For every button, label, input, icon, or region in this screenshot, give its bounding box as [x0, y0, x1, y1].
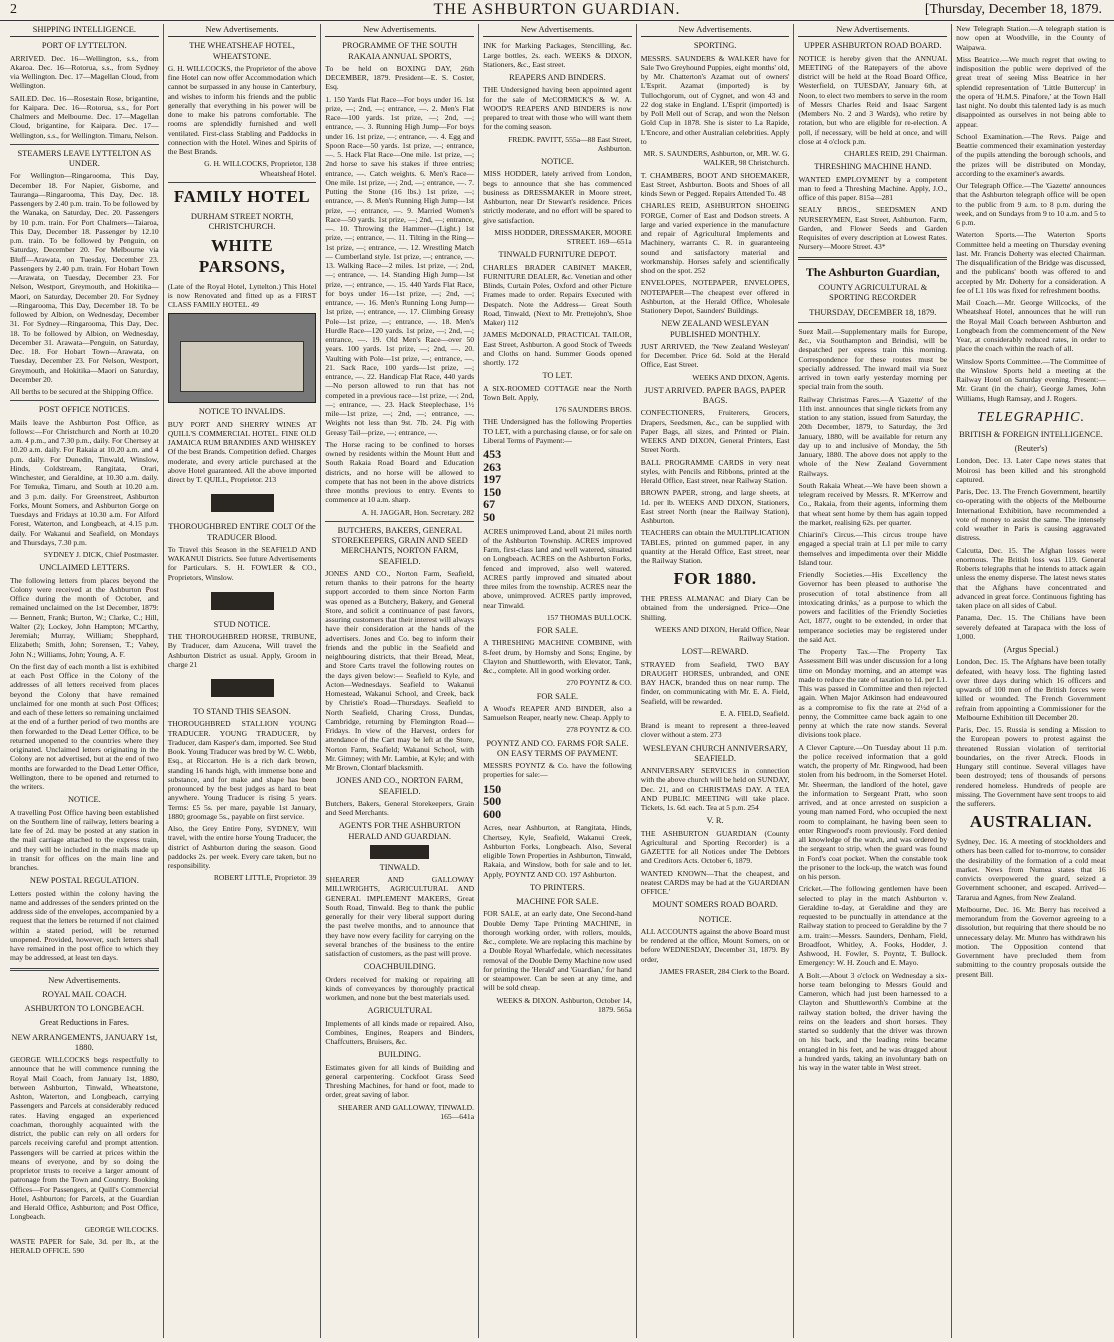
- heading: Great Reductions in Fares.: [39, 1018, 129, 1028]
- editorial-masthead: The Ashburton Guardian,: [805, 264, 940, 279]
- paragraph: 1. 150 Yards Flat Race—For boys under 16. 1st prize, —; 2nd, —; entrance, —. 2. Men's Flat Race—100 yards. 1st prize, —; 2nd, —; entrance, —. 3. Running High Jump—For boys under 16. 1st prize, —; entrance, —. 4. Egg and Spoon Race—50 yards. 1st prize, —; entrance, —. 5. Hack Flat Race—One mile. 1st prize, —; 2nd horse to save his stakes if three entries; entrance, —. Catch weights. 6. Men's Race—One mile. 1st prize, —; 2nd, —; entrance, —. 7. Putting the Stone (16 lbs.) 1st prize, —; entrance, —. 8. Men's Running High Jump—1st prize, —; entrance, —. 9. Married Women's Race—50 yards. 1st prize, —; 2nd, —; entrance, —. 10. Throwing the Hammer—(Light.) 1st prize, —; entrance, —. 11. Tilting in the Ring—1st prize, —; entrance, —. 12. Wrestling Match — Cumberland style. 1st prize, —; entrance, —. 13. Walking Race—2 miles. 1st prize, —; 2nd, —; entrance, —. 14. Standing High Jump—1st prize, —; entrance, —. 15. 440 Yards Flat Race, for boys under 16—1st prize, —; 2nd, —; entrance, —. 16. Men's Running Long Jump—1st prize, —; entrance, —. 17. Climbing Greasy Pole—1st prize, —; entrance, —. 18. Men's Hurdle Race—120 yards. 1st prize, —; 2nd, —; entrance, —. 19. Old Men's Race—over 50 years. 100 yards. 1st prize, —; 2nd, —. 20. Vaulting with Pole—1st prize, —; entrance, —. 21. Sack Race, 100 yards—1st prize, —; entrance, —. 22. Handicap Flat Race, 440 yards—No person allowed to run that has not competed in a previous race—1st prize, —; 2nd, —; entrance, —. 23. Hack Steeplechase, 1½ mile—1st prize, —; 2nd, —; entrance, —. Weights not less than 9st. 7lb. 24. Pig with Greasy Tail—prize, —; entrance, —.: [325, 94, 475, 437]
- horse-engraving: [197, 488, 286, 518]
- heading: ROYAL MAIL COACH.: [42, 989, 127, 999]
- heading: BRITISH & FOREIGN INTELLIGENCE.: [959, 429, 1103, 439]
- signature: CHARLES REID, 291 Chairman.: [843, 149, 948, 159]
- paragraph: JUST ARRIVED, the 'New Zealand Wesleyan' for December. Price 6d. Sold at the Herald Office, East Street.: [640, 341, 790, 370]
- paragraph: Friendly Societies.—His Excellency the Governor has been pleased to authorise 'the prosecution of total abstinence from all intoxicating drinks,' as a purpose to which the powers and facilities of the Friendly Societies Act, 1877, ought to be extended, in order that temperance societies may be registered under the said Act.: [798, 570, 948, 644]
- paragraph: Paris, Dec. 13. The French Government, heartily co-operating with the objects of the Melbourne International Exhibition, have recommended a vote of money to assist the same. The intensely cold weather in Paris is causing aggravated distress.: [956, 487, 1106, 543]
- horse-engraving: [197, 673, 286, 703]
- paragraph: London, Dec. 15. The Afghans have been totally defeated, with heavy loss. The fighting lasted over three days during which 16 officers and upwards of 100 men of the British forces were killed or wounded. The French Government refrain from appointing a Commissioner for the Melbourne Exhibition till December 20.: [956, 657, 1106, 722]
- acreage-figure: 263: [483, 459, 502, 474]
- heading: FOR SALE.: [536, 691, 579, 701]
- heading: BUTCHERS, BAKERS, GENERAL STOREKEEPERS, GRAIN AND SEED MERCHANTS, NORTON FARM, SEAFIELD.: [331, 525, 468, 566]
- page-number: 2: [10, 2, 17, 17]
- paragraph: Paris, Dec. 15. Russia is sending a Mission to the European powers to protest against the threatened Russian violation of territorial boundaries, on the river Atreck. Floods in Hungary still continue. Several villages have been destroyed; tens of thousands of persons rendered homeless. Hundreds of people are missing. The Government have sent troops to aid the sufferers.: [956, 725, 1106, 809]
- heading: BUILDING.: [378, 1050, 421, 1060]
- paragraph: Brand is meant to represent a three-leaved clover without a stem. 273: [640, 721, 790, 740]
- paragraph: School Examination.—The Revs. Paige and Beattie commenced their examination yesterday of the pupils attending the borough schools, and the prizes will be distributed on Monday, according to the examiner's awards.: [956, 131, 1106, 178]
- paragraph: Railway Christmas Fares.—A 'Gazette' of the 11th inst. announces that single tickets from any station to any station, issued from Saturday, the 20th December, 1879, to Saturday, the 3rd January, 1880, will be available for return any day up to and inclusive of Monday, the 5th January, 1880. The above does not apply to the whole of the New Zealand Government Railways.: [798, 394, 948, 478]
- signature: WEEKS AND DIXON, Agents.: [692, 372, 790, 382]
- paragraph: Cricket.—The following gentlemen have been selected to play in the match Ashburton v. Geraldine to-day, at Geraldine and they are requested to be punctually in attendance at the Railway station to proceed to Geraldine by the 7 a.m. train:—Messrs. Saunders, Denham, Field, Broadfoot, Whitley, A. Fooks, Hodder, J. Ashwood, H. Fowler, S. Poyntz, T. Bullock. Emergency: W. H. Zouch and E. Mayo.: [798, 884, 948, 968]
- paragraph: Mail Coach.—Mr. George Willcocks, of the Wheatsheaf Hotel, announces that he will run the Royal Mail Coach between Ashburton and Longbeach from the commencement of the New Year, at considerably reduced rates, in order to place the coach within the reach of all.: [956, 298, 1106, 354]
- paragraph: A Clever Capture.—On Tuesday about 11 p.m. the police received information that a gold watch, the property of Mr. Ringwood, had been stolen from his bedroom, in the Somerset Hotel. Mr. Sheerman, the landlord of the hotel, gave the information to Sergeant Pratt, who soon arrived, and at once arrested on suspicion a young man named Ford, who occupied the next room to complainant, he having been seen to enter Ringwood's room previously. Ford denied all knowledge of the watch, and was ordered by the sergeant to strip, when the guard was found in Ford's coat pocket. When the constable took the prisoner to the lock-up, the watch was found on his person.: [798, 742, 948, 882]
- heading: COUNTY AGRICULTURAL & SPORTING RECORDER: [818, 283, 928, 303]
- section-heading: New Advertisements.: [641, 24, 790, 37]
- paragraph: CHARLES REID, ASHBURTON SHOEING FORGE, Corner of East and Dodson streets. A large and varied experience in the manufacture and repair of Agricultural Implements and Machinery, warrants C. R. in guaranteeing sound and satisfactory material and workmanship. Horses safely and scientifically shod on the spot. 252: [640, 201, 790, 276]
- divider: [798, 257, 947, 260]
- display-heading: AUSTRALIAN.: [969, 812, 1093, 832]
- paragraph: FOR SALE, at an early date, One Second-hand Double Demy Tape Printing MACHINE, in thorough working order, with rollers, moulds, &c., complete. We are replacing this machine by a Double Royal Wharfedale, which necessitates removal of the Double Demy Machine now used for printing the 'Herald' and 'Guardian,' for hand or steampower. Can be seen at any time, and will be sold cheap.: [483, 909, 632, 993]
- signature: SYDNEY J. DICK, Chief Postmaster.: [43, 550, 159, 560]
- column-1: [6, 24, 164, 1338]
- heading: NOTICE.: [67, 795, 101, 805]
- signature: MR. S. SAUNDERS, Ashburton, or, MR. W. G. WALKER, 98 Christchurch.: [643, 149, 790, 168]
- paragraph: ANNIVERSARY SERVICES in connection with the above church will be held on SUNDAY, Dec. 21, and on CHRISTMAS DAY. A TEA AND PUBLIC MEETING will take place. Tickets, 1s. 6d. each. Tea at 5 p.m. 254: [640, 766, 790, 813]
- display-heading: WHITE PARSONS,: [198, 236, 286, 276]
- heading: New Advertisements.: [48, 975, 121, 985]
- display-heading: FAMILY HOTEL: [173, 186, 311, 206]
- paragraph: Miss Beatrice.—We much regret that owing to indisposition the public were deprived of the great treat of seeing Miss Beatrice in her splendid representation of 'Little Buttercup' in the opera of 'H.M.S. Pinafore,' at the Town Hall last night. No doubt this talented lady is as much disappointed as ourselves in not being able to appear.: [956, 54, 1106, 129]
- paragraph: MESSRS. SAUNDERS & WALKER have for Sale Two Greyhound Puppies, eight months' old, by Mr. Chatterton's Azamat out of owners' L'Esprit. Azamat (imported) is by Tullochgorum, out of Cygnet, and won 43 and 22 dog stake in England. L'Esprit (imported) is by Poll Mell out of Scrap, and won the Nelson Gold Cup in 1878. She is sister to La Rapide, L'Encore, and other Australian celebrities. Apply to: [640, 53, 790, 146]
- heading: NEW ARRANGEMENTS, JANUARY 1st, 1880.: [11, 1032, 158, 1052]
- signature: GEORGE WILCOCKS.: [84, 1224, 159, 1234]
- paragraph: Mails leave the Ashburton Post Office, as follows:—For Christchurch and North at 10.20 a.m. 4 p.m., and 7.30 p.m., daily. For Chertsey at 10.20 a.m. daily. For Rakaia at 10.20 a.m. and 4 p.m. daily. For Dunedin, Tinwald, Winslow, Hinds, Coldstream, Rangitata, Orari, Winchester, and Geraldine, at 10.30 a.m. daily. For Temuka, Timaru, and South at 10.20 a.m. and 3 p.m. daily. For Greenstreet, Ashburton Forks, Mount Somers, and Ashburton Gorge on Tuesdays and Fridays at 10.30 a.m. For Alford Forest, Waterton, and Longbeach, at 4.15 p.m. daily. For Wakanui and Seafield, on Mondays and Thursdays, 7.30 p.m.: [10, 417, 159, 547]
- paragraph: To Travel this Season in the SEAFIELD AND WAKANUI Districts. See future Advertisements for Particulars. S. H. FOWLER & CO., Proprietors, Winslow.: [167, 544, 317, 582]
- acreage-figures: [483, 783, 632, 821]
- heading: DURHAM STREET NORTH, CHRISTCHURCH.: [190, 211, 294, 231]
- paragraph: TEACHERS can obtain the MULTIPLICATION TABLES, printed on gummed paper, in any quantity at the Herald Office, East street, near the Railway Station.: [640, 528, 790, 566]
- paragraph: WANTED KNOWN—That the cheapest, and neatest CARDS may be had at the 'GUARDIAN OFFICE.': [640, 868, 790, 897]
- acreage-figure: 500: [483, 794, 502, 809]
- heading: FOR SALE.: [536, 626, 579, 636]
- paragraph: Butchers, Bakers, General Storekeepers, Grain and Seed Merchants.: [325, 798, 475, 818]
- section-heading: New Advertisements.: [168, 24, 317, 37]
- paragraph: JAMES McDONALD, PRACTICAL TAILOR, East Street, Ashburton. A good Stock of Tweeds and Cloths on hand. Summer Goods opened shortly. 172: [483, 330, 632, 368]
- paragraph: MISS HODDER, lately arrived from London, begs to announce that she has commenced business as DRESSMAKER in Moore street, Ashburton, near Dr Stewart's residence. Prices strictly moderate, and no effort will be spared to give satisfaction.: [483, 169, 632, 225]
- heading: WESLEYAN CHURCH ANNIVERSARY, SEAFIELD.: [642, 743, 788, 763]
- heading: MOUNT SOMERS ROAD BOARD.: [652, 900, 778, 910]
- heading: (Reuter's): [1014, 444, 1048, 454]
- column-5: [637, 24, 795, 1338]
- paragraph: WASTE PAPER for Sale, 3d. per lb., at the HERALD OFFICE. 590: [10, 1236, 159, 1256]
- section-heading: New Advertisements.: [483, 24, 632, 37]
- paragraph: Winslow Sports Committee.—The Committee of the Winslow Sports held a meeting at the Railway Hotel on Saturday evening. Present:—Mr. Grant (in the chair), George James, John Williams, Hugh Ramsay, and J. Rogers.: [956, 356, 1106, 403]
- acreage-figure: 453: [483, 447, 502, 462]
- paragraph: A travelling Post Office having been established on the Southern line of railway, letters bearing a late fee of 2d. may be posted at any station in the mail carriage attached to the express train, and they will be included in the mails made up in transit for offices on the main line and branches.: [10, 807, 159, 873]
- paragraph: The Property Tax.—The Property Tax Assessment Bill was under discussion for a long time on Monday morning, and an attempt was made to reduce the rate of taxation to 1d. per L1. This was passed in Committee and then rejected again. When Major Atkinson had endeavoured as a compromise to fix the rate at 2½d of a penny, the Committee came back again to one penny at which the rate now stands. Several divisions took place.: [798, 647, 948, 740]
- paragraph: The Horse racing to be confined to horses owned by residents within the Mount Hutt and South Rakaia Road Board and Education districts, and no horse will be allowed to compete that has not been in the above districts three months previous to entry. Events to commence at 10 a.m. sharp.: [325, 439, 475, 505]
- paragraph: BROWN PAPER, strong, and large sheets, at 1d. per lb. WEEKS AND DIXON, Stationers, East street North (near the Railway Station), Ashburton.: [640, 488, 790, 526]
- paragraph: SAILED. Dec. 16—Rosestain Rose, brigantine, for Kaipara. Dec. 16—Rotorua, s.s., for Port Chalmers and Melbourne. Dec. 17—Magellan Cloud, brigantine, for Kaipara. Dec. 17—Wellington, s.s., for Wellington. Timaru, Nelson.: [10, 93, 159, 140]
- signature: 176 SAUNDERS BROS.: [554, 405, 632, 415]
- acreage-figure: 150: [483, 484, 502, 499]
- paragraph: CONFECTIONERS, Fruiterers, Grocers, Drapers, Seedsmen, &c., can be supplied with Paper Bags, all sizes, and Printed or Plain. WEEKS AND DIXON, General Printers, East Street North.: [640, 408, 790, 455]
- signature: A. H. JAGGAR, Hon. Secretary. 282: [361, 507, 475, 517]
- heading: AGRICULTURAL: [367, 1006, 432, 1016]
- paragraph: MESSRS POYNTZ & Co. have the following properties for sale:—: [483, 761, 632, 780]
- heading: NEW ZEALAND WESLEYAN PUBLISHED MONTHLY.: [661, 319, 769, 339]
- paragraph: WANTED EMPLOYMENT by a competent man to feed a Threshing Machine. Apply, J.O., office of this paper. 815a—281: [798, 174, 948, 203]
- heading: SPORTING.: [693, 41, 737, 51]
- paragraph: Panama, Dec. 15. The Chilians have been severely defeated at Tarapaca with the loss of 1,000.: [956, 613, 1106, 641]
- acreage-figure: 600: [483, 806, 502, 821]
- heading: STEAMERS LEAVE LYTTELTON AS UNDER.: [17, 148, 152, 169]
- signature: JAMES FRASER, 284 Clerk to the Board.: [659, 966, 790, 976]
- heading: MACHINE FOR SALE.: [516, 897, 599, 907]
- heading: LOST—REWARD.: [681, 647, 749, 657]
- paragraph: A Bolt.—About 3 o'clock on Wednesday a six-horse team belonging to Messrs Gould and Cameron, which had just been harnessed to a Clayton and Shuttleworth's Combine at the railway station bolted, the driver having the reins on the leaders and short horses. They started so suddenly that the driver was thrown on his back, and the leading reins became entangled in his feet, and he was dragged about a hundred yards, taking an involuntary bath on his way in the water table in West street.: [798, 970, 948, 1073]
- newspaper-title: THE ASHBURTON GUARDIAN.: [433, 1, 681, 18]
- heading: THURSDAY, DECEMBER 18, 1879.: [809, 307, 937, 317]
- paragraph: NOTICE is hereby given that the ANNUAL MEETING of the Ratepayers of the above district will be held at the Road Board Office, Westerfield, on TUESDAY, January 6th, at Noon, to elect two members to serve in the room of Messrs Charles Reid and Isaac Sargent (Members No. 2 and 3 Wards), who retire by rotation, but who are eligible for re-election. A poll, if necessary, will be held at once, and will close at 4 o'clock p.m.: [798, 53, 948, 146]
- signature: FREDK. PAVITT, 555a—88 East Street, Ashburton.: [508, 134, 632, 153]
- acreage-figure: 67: [483, 497, 496, 512]
- paragraph: ALL ACCOUNTS against the above Board must be rendered at the office, Mount Somers, on or before WEDNESDAY, December 31, 1879. By order,: [640, 926, 790, 964]
- column-7: [952, 24, 1110, 1338]
- paragraph: CHARLES BRADER CABINET MAKER, FURNITURE DEALER, &c. Venetian and other Blinds, Curtain Poles, Oxford and other Picture Frames made to order. Repairs Executed with Despatch. Note the Address— Great South Road, Tinwald, (Next to Mr. Prettejohn's, Shoe Maker) 112: [483, 262, 632, 328]
- paragraph: Melbourne, Dec. 16. Mr. Berry has received a memorandum from the Governor agreeing to a dissolution, but requiring that there should be no unnecessary delay. Mr. Munro has withdrawn his motion. The Opposition contend that Government have precluded them from submitting to the country proposals outside the present Bill.: [956, 904, 1106, 979]
- paragraph: THE Undersigned having been appointed agent for the sale of McCORMICK'S & W. A. WOOD'S REAPERS AND BINDERS is now prepared to treat with those who will want them for the coming season.: [483, 85, 632, 132]
- heading: UNCLAIMED LETTERS.: [39, 563, 130, 573]
- heading: V. R.: [706, 816, 724, 826]
- horse-engraving: [197, 586, 286, 616]
- signature: WEEKS AND DIXON, Herald Office, Near Railway Station.: [654, 624, 790, 644]
- divider: [798, 322, 947, 323]
- heading: JONES AND CO., NORTON FARM, SEAFIELD.: [336, 776, 463, 796]
- section-heading: New Advertisements.: [798, 24, 947, 37]
- paragraph: On the first day of each month a list is exhibited at each Post Office in the Colony of the addresses of all letters received from places beyond the Colony that have remained unclaimed for one month at such Post Offices; and each of these letters so remaining unclaimed at the end of a further period of two months are then forwarded to the Dead Letter Office, to be returned unopened to the countries where they originated. Unclaimed letters originating in the Colony are not advertised, but at the end of two months are forwarded to the Dead Letter Office, Wellington, there to be opened and returned to the writers.: [10, 661, 159, 792]
- paragraph: THE THOROUGHBRED HORSE, TRIBUNE, By Traducer, dam Azucena, Will travel the Ashburton District as usual. Apply, Groom in charge 21: [167, 632, 317, 669]
- paragraph: South Rakaia Wheat.—We have been shown a telegram received by Messrs. R. M'Kerrow and Co., Rakaia, from their agents, informing them that wheat sent home by them has again topped the market, realising 62s. per quarter.: [798, 480, 948, 527]
- column-3: [321, 24, 479, 1338]
- paragraph: ENVELOPES, NOTEPAPER, ENVELOPES, NOTEPAPER—The cheapest ever offered in Ashburton, at the Herald Office, Wholesale Stationery Depot, Saunders' Buildings.: [640, 278, 790, 316]
- heading: THOROUGHBRED ENTIRE COLT Of the TRADUCER Blood.: [168, 522, 316, 542]
- heading: THE WHEATSHEAF HOTEL, WHEATSTONE.: [189, 41, 295, 61]
- paragraph: Letters posted within the colony having the name and addresses of the senders printed on the address side of the envelopes, accompanied by a request that the letters be returned if not claimed within a stated period, will be returned unopened. Provided, however, such letters shall have remained in the post office to which they may be addressed, at least ten days.: [10, 888, 159, 963]
- paragraph: The following letters from places beyond the Colony were received at the Ashburton Post Office during the month of October, and remained unclaimed on the 1st December, 1879:— Bennett, Frank; Burton, W.; Clarke, C.; Hill, Walter (2); Lockey, John Hampton; M'Carthy, Jeremiah; Murray, William; Shepphard, Elizabeth; Smith, John; Sorensen, T.; Vahey, John N.; Williams, John; Young, A. F.: [10, 575, 159, 659]
- paragraph: THE PRESS ALMANAC and Diary Can be obtained from the undersigned. Price—One Shilling.: [640, 594, 790, 622]
- carriage-engraving: [370, 845, 429, 859]
- paragraph: To be held on BOXING DAY, 26th DECEMBER, 1879. President—E. S. Coster, Esq.: [325, 63, 475, 92]
- masthead: [0, 0, 1114, 21]
- signature: 278 POYNTZ & CO.: [566, 725, 632, 735]
- hotel-engraving: [168, 313, 317, 403]
- heading: COACHBUILDING.: [363, 962, 436, 972]
- paragraph: SHEARER AND GALLOWAY MILLWRIGHTS, AGRICULTURAL AND GENERAL IMPLEMENT MAKERS, Great South Road, Tinwald. Beg to thank the public generally for their very liberal support during the past twelve months, and to announce that they have now every facility for carrying on the several branches of the business to the entire satisfaction of customers, as the past will prove.: [325, 875, 475, 959]
- telegraphic-heading: TELEGRAPHIC.: [976, 409, 1085, 425]
- paragraph: INK for Marking Packages, Stencilling, &c. Large bottles, 2s. each. WEEKS & DIXON, Stationers, &c., East street.: [483, 41, 632, 69]
- paragraph: SEALY BROS., SEEDSMEN AND NURSERYMEN, East Street, Ashburton. Farm, Garden, and Flower Seeds and Garden Requisites of every description at Lowest Rates. Nursery—Moore Street. 43*: [798, 205, 948, 252]
- paragraph: Estimates given for all kinds of Building and general carpentering. Cockfoot Grass Seed Threshing Machines, for hand or foot, made to order, great saving of labor.: [325, 1062, 475, 1100]
- signature: SHEARER AND GALLOWAY, TINWALD. 165—641a: [338, 1102, 475, 1121]
- divider: [10, 400, 159, 401]
- heading: NEW POSTAL REGULATION.: [29, 876, 139, 886]
- paragraph: New Telegraph Station.—A telegraph station is now open at Woodville, in the County of Waipawa.: [956, 24, 1106, 52]
- heading: NOTICE.: [541, 157, 574, 167]
- heading: ASHBURTON TO LONGBEACH.: [24, 1004, 144, 1014]
- paragraph: Also, the Grey Entire Pony, SYDNEY, Will travel, with the entire horse Young Traducer, the district of Ashburton during the season. Good paddocks 2s. per week. Every care taken, but no responsibility.: [167, 824, 317, 871]
- divider: [10, 144, 159, 145]
- paragraph: Orders received for making or repairing all kinds of conveyances by thoroughly practical workmen, and none but the best materials used.: [325, 974, 475, 1003]
- acreage-figures: [483, 448, 632, 524]
- paragraph: THE Undersigned has the following Properties TO LET, with a purchasing clause, or for sale on Liberal Terms of Payment:—: [483, 417, 632, 445]
- heading: NOTICE.: [698, 914, 732, 924]
- signature: G. H. WILLCOCKS, Proprietor, 138 Wheatsheaf Hotel.: [204, 159, 317, 178]
- paragraph: (Late of the Royal Hotel, Lyttelton.) This Hotel is now Renovated and fitted up as a FIRST CLASS FAMILY HOTEL. 49: [167, 281, 317, 310]
- paragraph: G. H. WILLCOCKS, the Proprietor of the above fine Hotel can now offer Accommodation which cannot be surpassed in any house in Canterbury, and wishes to inform his friends and the public generally that everything in his power will be done to make his patrons comfortable. The rooms are splendidly furnished and well ventilated. First-class Stabling and Paddocks in connection with the Hotel. Wines and Spirits of the Best Brands.: [167, 63, 317, 157]
- heading: REAPERS AND BINDERS.: [509, 73, 606, 83]
- heading: TO LET.: [542, 371, 573, 381]
- signature: 157 THOMAS BULLOCK.: [546, 612, 632, 622]
- paragraph: THOROUGHBRED STALLION YOUNG TRADUCER. YOUNG TRADUCER, by Traducer, dam Kasper's dam, imported. See Stud Book. Young Traducer was bred by W. C. Webb, Esq., at Riccarton. He is a rich dark brown, standing 16 hands high, with immense bone and substance, and for make and shape has been pronounced by the best judges as hard to beat anywhere. Young Traducer is rising 5 years. Terms: £5 5s. per mare, payable 1st January, 1880; groomage 5s., payable on first service.: [167, 719, 317, 821]
- heading: PORT OF LYTTELTON.: [41, 41, 127, 51]
- heading: POST OFFICE NOTICES.: [38, 405, 130, 415]
- issue-date: [Thursday, December 18, 1879.: [924, 2, 1102, 17]
- signature: E. A. FIELD, Seafield.: [720, 708, 790, 718]
- divider: [10, 968, 159, 971]
- heading: AGENTS FOR THE ASHBURTON HERALD AND GUARDIAN.: [338, 821, 461, 841]
- divider: [168, 182, 317, 183]
- heading: UPPER ASHBURTON ROAD BOARD.: [804, 41, 942, 51]
- paragraph: Chiarini's Circus.—This circus troupe have engaged a special train at L1 per mile to carry themselves and impedimenta over their Middle Island tour.: [798, 530, 948, 567]
- heading: TO STAND THIS SEASON.: [193, 707, 291, 717]
- heading: TO PRINTERS.: [530, 882, 585, 892]
- paragraph: A SIX-ROOMED COTTAGE near the North Town Belt. Apply,: [483, 383, 632, 402]
- acreage-figure: 50: [483, 510, 496, 525]
- heading: NOTICE TO INVALIDS.: [198, 407, 286, 417]
- paragraph: Our Telegraph Office.—The 'Gazette' announces that the Ashburton telegraph office will be open to the public from 9 a.m. to 8 p.m. during the week, and on Sundays from 9 to 10 a.m. and 5 to 6 p.m.: [956, 181, 1106, 227]
- signature: ROBERT LITTLE, Proprietor. 39: [213, 873, 317, 883]
- heading: THRESHING MACHINE HAND.: [814, 162, 932, 172]
- heading: STUD NOTICE.: [213, 619, 271, 629]
- paragraph: Sydney, Dec. 16. A meeting of stockholders and others has been called for to-morrow, to consider the desirability of the formation of a cold meat market. News from Numea states that 16 convicts overpowered the guard, seized a Government schooner, and escaped. Arrived—Tararua and Agnes, from New Zealand.: [956, 837, 1106, 902]
- signature: 270 POYNTZ & CO.: [566, 678, 632, 688]
- section-heading: SHIPPING INTELLIGENCE.: [10, 24, 159, 37]
- paragraph: Suez Mail.—Supplementary mails for Europe, &c., via Southampton and Brindisi, will be despatched per express train this morning. Correspondence for these routes must be specially addressed. The inward mail via Suez arrived in town early yesterday morning per special train from the south.: [798, 326, 948, 392]
- acreage-figure: 150: [483, 781, 502, 796]
- paragraph: A THRESHING MACHINE COMBINE, with 8-feet drum, by Hornsby and Sons; Engine, by Clayton and Shuttleworth, with Elevator, Tank, &c., complete. All in good working order.: [483, 638, 632, 676]
- heading: JUST ARRIVED. PAPER BAGS, PAPER BAGS.: [644, 385, 786, 406]
- section-heading: New Advertisements.: [325, 24, 474, 37]
- columns: [6, 24, 1110, 1338]
- paragraph: Waterton Sports.—The Waterton Sports Committee held a meeting on Thursday evening last. Mr. Francis Doherty was elected Chairman. The disqualification of the Bridge was discussed, and the publicans' booth was offered to and accepted by Mr. Doherty for a consideration. A fee of L1 10s was fixed for refreshment booths.: [956, 230, 1106, 295]
- column-2: [164, 24, 322, 1338]
- paragraph: Calcutta, Dec. 15. The Afghan losses were enormous. The British loss was 119. General Roberts telegraphs that he intends to attack again unless the enemy disperse. The latest news states that the Afghans have concentrated and advanced in great force. Continuous fighting has taken place on all sides of Cabul.: [956, 545, 1106, 611]
- paragraph: T. CHAMBERS, BOOT AND SHOEMAKER, East Street, Ashburton. Boots and Shoes of all kinds Sewn or Pegged. Repairs Attended To. 48: [640, 170, 790, 199]
- divider: [325, 521, 474, 522]
- heading: PROGRAMME OF THE SOUTH RAKAIA ANNUAL SPORTS,: [342, 41, 458, 61]
- paragraph: GEORGE WILLCOCKS begs respectfully to announce that he will commence running the Royal Mail Coach, from January 1st, 1880, between Ashburton, Tinwald, Wheatstone, Ashton, Waterton, and Longbeach, carrying Passengers and Parcels at considerably reduced rates. Having engaged an experienced coachman, thoroughly acquainted with the district, the public can rely on all orders for parcels receiving careful and prompt attention. Passengers will be carried at prices within the means of everyone, and by so doing the proprietor trusts to receive a larger amount of patronage from the Town and Country. Booking Offices—For Passengers, at Quill's Commercial Hotel, Ashburton; for Parcels, at the Guardian and Herald Office, Ashburton; and Post Office, Longbeach.: [10, 1055, 159, 1222]
- heading: TINWALD FURNITURE DEPOT.: [498, 250, 617, 260]
- paragraph: ACRES unimproved Land, about 21 miles north of the Ashburton Township. ACRES improved Farm, first-class land and well watered, situated on Longbeach. ACRES on the Ashburton Forks, fenced and improved, also well watered. ACRES partly improved and situated about three miles from the township. ACRES near the above, unimproved. ACRES partly improved, near Tinwald.: [483, 526, 632, 610]
- signature: MISS HODDER, DRESSMAKER, MOORE STREET. 169—651a: [494, 227, 632, 247]
- signature: WEEKS & DIXON. Ashburton, October 14, 1879. 565a: [496, 995, 632, 1014]
- paragraph: Implements of all kinds made or repaired. Also, Combines, Engines, Reapers and Binders, Chaffcutters, Bruisers, &c.: [325, 1018, 475, 1047]
- paragraph: ARRIVED. Dec. 16—Wellington, s.s., from Akaroa. Dec. 16—Rotorua, s.s., from Sydney via Wellington. Dec. 17—Magellan Cloud, from Wellington.: [10, 53, 159, 91]
- heading: (Argus Special.): [1003, 645, 1059, 655]
- paragraph: A Wood's REAPER AND BINDER, also a Samuelson Reaper, nearly new. Cheap. Apply to: [483, 703, 632, 723]
- display-heading: FOR 1880.: [673, 569, 757, 589]
- heading: TINWALD.: [379, 862, 420, 872]
- column-4: [479, 24, 637, 1338]
- paragraph: BALL PROGRAMME CARDS in very neat styles, with Pencils and Ribbons, printed at the Herald Office, East street, near Railway Station.: [640, 457, 790, 486]
- paragraph: All berths to be secured at the Shipping Office.: [10, 387, 154, 397]
- paragraph: For Wellington—Ringarooma, This Day, December 18. For Napier, Gisborne, and Tauranga—Ringarooma, This Day, Dec. 18. Passengers by 2.40 p.m. train. To be followed by the Wanaka, on Saturday, Dec. 20. Passengers by 10 p.m. train. For Port Chalmers—Taiaroa, This Day, December 18. Passenger by 12.10 p.m. train. To be followed by Penguin, on Saturday, December 20. For Melbourne via Bluff—Arawata, on Tuesday, December 23. Passengers by 2.40 p.m. train. For Hobart Town—Arawata, on Tuesday, December 23. For Nelson, Westport, Greymouth, and Hokitika—Maori, on Saturday, December 20. For Sydney—Ringarooma, This Day, December 18. To be followed by Albion, on Wednesday, December 31. For Sydney—Ringarooma, This Day, Dec. 18. To be followed by Albion, on Wednesday, December 31. Arawata—Penguin, on Saturday, Dec. 18. For Hobart Town—Arawata, on Tuesday, December 23. For Nelson, Westport, Greymouth, and Hokitika—Maori on Saturday, December 20.: [10, 171, 159, 384]
- paragraph: BUY PORT AND SHERRY WINES AT QUILL'S COMMERCIAL HOTEL. FINE OLD JAMAICA RUM BRANDIES AND WHISKEY Of the best Brands. Competition defied. Charges moderate, and every article purchased at the above Hotel guaranteed. All the above imported direct by T. QUILL, Proprietor. 213: [167, 419, 317, 485]
- paragraph: THE ASHBURTON GUARDIAN (County Agricultural and Sporting Recorder) is a GAZETTE for all Notices under The Debtors and Creditors Acts. October 6, 1879.: [640, 828, 790, 866]
- paragraph: London, Dec. 13. Later Cape news states that Moirosi has been killed and his stronghold captured.: [956, 456, 1106, 484]
- paragraph: JONES AND CO., Norton Farm, Seafield, return thanks to their patrons for the hearty support accorded to them since Norton Farm was opened as a Butchery, Bakery, and General Store, and solicit a continuance of past favors, assuring customers that their interest will always have their consideration at the hands of the advertisers. Jones and Co. beg to inform their friends and the public in the Seafield and neighbouring districts, that their Bread, Meat, and Store Carts travel the following routes on the days given below:— Seafield to Kyle, and Acton—Wednesdays. Seafield to Wakanui Homestead, Wakanui School, and Creek, back by Christie's Road—Thursdays. Seafield to North Seafield, Charing Cross, Dundas, Cambridge, returning by Flemington Road—Fridays. In view of the Harvest, orders for attendance of the Cart may be left at the Store, Norton Farm, Seafield; Wakanui School, with Mr. Gimney; with Mr. Lambie, at Kyle; and with Mr Brown, Clontarf blacksmith.: [325, 568, 475, 773]
- column-6: [794, 24, 952, 1338]
- paragraph: Acres, near Ashburton, at Rangitata, Hinds, Chertsey, Kyle, Seafield, Wakanui Creek, Ashburton Forks, Longbeach. Also, Several eligible Town Properties in Ashburton, Tinwald, Rakaia, and Winslow, both for sale and to let. Apply, POYNTZ AND CO. 197 Ashburton.: [483, 823, 632, 879]
- acreage-figure: 197: [483, 472, 502, 487]
- paragraph: STRAYED from Seafield, TWO BAY DRAUGHT HORSES, unbranded, and ONE BAY HACK, branded thus on near rump. The finder, on communicating with Mr. E. A. Field, Seafield, will be rewarded.: [640, 659, 790, 706]
- heading: POYNTZ AND CO. FARMS FOR SALE. ON EASY TERMS OF PAYMENT.: [486, 738, 629, 758]
